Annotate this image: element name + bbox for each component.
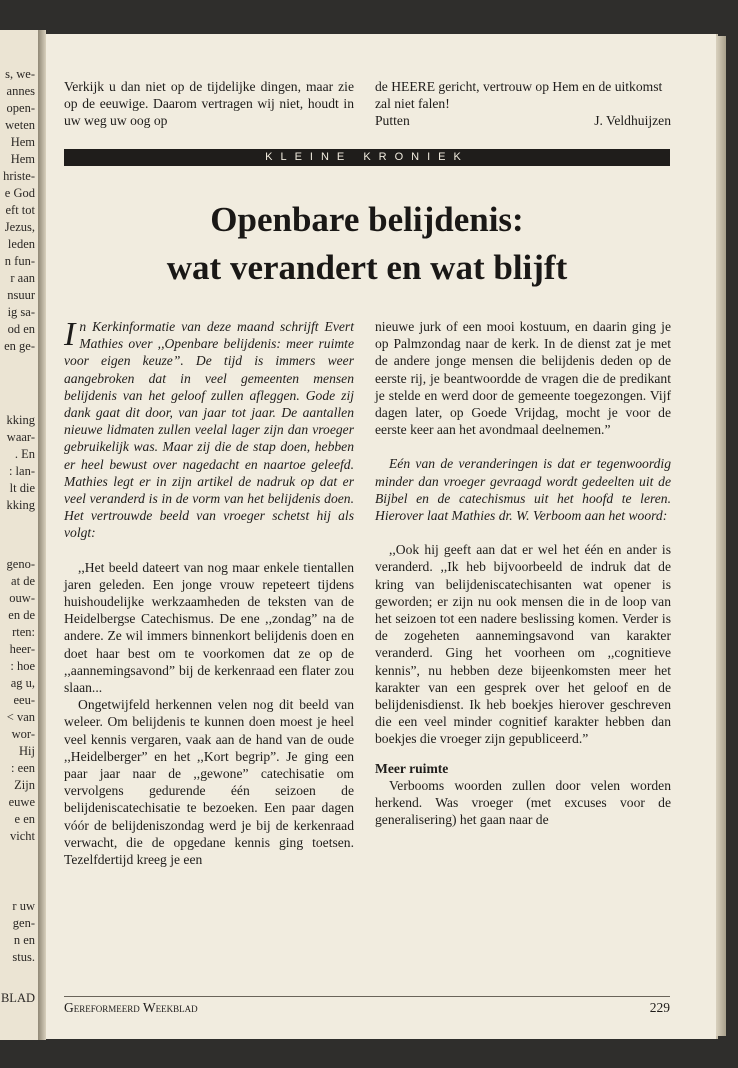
book-gutter [38,30,46,1040]
body-paragraph: Ongetwijfeld herkennen velen nog dit beeld van weleer. Om belijdenis te kunnen doen moest je heel veel kennis vergaren, vaak aan de hand van de oude ,,Heidelberger” en het ,,Kort begrip”. Je ging een paar jaar naar de ,,gewone” catechisatie om vervolgens gedurende één seizoen de belijdeniscatechisatie te bezoeken. Een paar dagen vóór de belijdeniszondag werd je bij de kerkenraad verwacht, die de opgedane kennis ging toetsen. Tezelfdertijd kreeg je een [64,697,354,868]
quote-paragraph: ,,Het beeld dateert van nog maar enkele tientallen jaren geleden. Een jonge vrouw repeteert tijdens huishoudelijke werkzaamheden de teksten van de Heidelbergse Catechismus. De ene ,,zondag” na de andere. Ze wil immers binnenkort belijdenis doen en doet haar best om te voorkomen dat ze op de ,,aannemingsavond” bij de kerkenraad een flater zou slaan... [64,559,354,696]
prev-page-text-fragment: Jezus, [4,220,35,234]
prev-page-text-fragment: en ge- [4,339,35,353]
article-right-column [375,318,671,828]
prev-page-text-fragment: Zijn [14,778,35,792]
prev-page-text-fragment: kking [6,413,35,427]
title-line-2: wat verandert en wat blijft [166,248,568,287]
signature-line [375,112,671,129]
prev-page-text-fragment: eeu- [13,693,35,707]
prev-page-text-fragment: heer- [9,642,35,656]
article-left-column [64,318,354,868]
prev-page-text-fragment: Hem [10,135,35,149]
italic-paragraph: Eén van de veranderingen is dat er tegenwoordig minder dan vroeger gevraagd wordt gedeelten uit de Bijbel en de catechismus uit het hoofd te leren. Hierover laat Mathies dr. W. Verboom aan het woord: [375,456,671,524]
prev-page-text-fragment: gen- [12,916,35,930]
top-left-column [64,78,354,130]
article-title [64,196,670,292]
prev-page-text-fragment: lt die [9,481,35,495]
prev-page-text-fragment: vicht [10,829,35,843]
section-subheading: Meer ruimte [375,760,449,776]
page-footer [64,996,670,1017]
signature-author: J. Veldhuijzen [594,113,671,129]
prev-page-text-fragment: Hij [19,744,35,758]
quote-paragraph: ,,Ook hij geeft aan dat er wel het één en ander is veranderd. ,,Ik heb bijvoorbeeld de indruk dat de kring van belijdeniscatechisanten wat opener is geworden; er zijn nu ook mensen die in de loop van het seizoen tot een nadere beslissing komen. Verder is de zogeheten aannemingsavond van karakter veranderd. Ging het voorheen om ,,cognitieve kennis”, nu hebben deze bijeenkomsten meer het karakter van een gesprek over het geloof en de belijdenisdienst. Ik heb boekjes hierover geschreven die een veel minder cognitief karakter hebben dan boekjes die vroeger zijn gepubliceerd.” [375,542,671,747]
intro-paragraph [64,318,354,542]
section-banner: KLEINE KRONIEK [64,149,670,166]
top-right-column [375,78,671,130]
prev-page-text-fragment: s, we- [5,67,35,81]
prev-page-text-fragment: at de [11,574,35,588]
prev-page-text-fragment: BLAD [0,991,35,1005]
page-edge-shadow [716,36,726,1036]
prev-page-text-fragment: r uw [12,899,35,913]
prev-page-text-fragment: rten: [12,625,35,639]
publication-name: Gereformeerd Weekblad [64,1000,198,1015]
title-line-1: Openbare belijdenis: [210,200,524,239]
prev-page-text-fragment: open- [6,101,35,115]
drop-cap: I [64,316,76,353]
prev-page-text-fragment: n en [13,933,35,947]
prev-page-text-fragment: : hoe [10,659,35,673]
prev-page-text-fragment: < van [6,710,35,724]
top-right-paragraph: de HEERE gericht, vertrouw op Hem en de uitkomst zal niet falen! [375,79,663,112]
top-left-paragraph: Verkijk u dan niet op de tijdelijke dingen, maar zie op de eeuwige. Daarom vertragen wij niet, houdt in uw weg uw oog op [64,79,354,129]
prev-page-text-fragment: : lan- [8,464,35,478]
prev-page-text-fragment: leden [7,237,35,251]
prev-page-text-fragment: ag u, [10,676,35,690]
prev-page-text-fragment: . En [14,447,35,461]
prev-page-text-fragment: nsuur [7,288,35,302]
prev-page-text-fragment: geno- [6,557,35,571]
signature-place: Putten [375,113,410,129]
prev-page-text-fragment: weten [5,118,35,132]
prev-page-text-fragment: ig sa- [7,305,35,319]
prev-page-text-fragment: od en [7,322,35,336]
intro-text: n Kerkinformatie van deze maand schrijft Evert Mathies over ,,Openbare belijdenis: meer ruimte voor eigen keuze”. De tijd is immers weer aangebroken dat in veel gemeenten mensen belijdenis van het geloof zullen afleggen. Gode zij dank gaat dit door, van jaar tot jaar. De aantallen nieuwe lidmaten zullen veelal lager zijn dan vroeger gebruikelijk was. Maar zij die de stap doen, hebben er heel bewust over nagedacht en naartoe geleefd. Mathies legt er in zijn artikel de nadruk op dat er veel veranderd is in de vorm van het belijdenis doen. Het vertrouwde beeld van vroeger schetst hij als volgt: [64,319,354,541]
prev-page-text-fragment: stus. [12,950,35,964]
previous-page-edge [0,30,39,1040]
prev-page-text-fragment: eft tot [5,203,35,217]
page-number: 229 [649,1000,670,1015]
prev-page-text-fragment: Hem [10,152,35,166]
prev-page-text-fragment: wor- [11,727,35,741]
prev-page-text-fragment: e God [4,186,35,200]
prev-page-text-fragment: r aan [10,271,35,285]
prev-page-text-fragment: : een [11,761,35,775]
prev-page-text-fragment: en de [8,608,35,622]
body-paragraph: Verbooms woorden zullen door velen worden herkend. Was vroeger (met excuses voor de generalisering) het gaan naar de [375,777,671,828]
prev-page-text-fragment: euwe [8,795,35,809]
prev-page-text-fragment: hriste- [3,169,35,183]
prev-page-text-fragment: kking [6,498,35,512]
prev-page-text-fragment: annes [6,84,35,98]
prev-page-text-fragment: n fun- [4,254,35,268]
prev-page-text-fragment: ouw- [9,591,35,605]
prev-page-text-fragment: e en [14,812,35,826]
body-paragraph: nieuwe jurk of een mooi kostuum, en daarin ging je op Palmzondag naar de kerk. In de dienst zat je met de andere jonge mensen die belijdenis deden op de eerste rij, je beantwoordde de vragen die de predikant je stelde en werd door de gemeente toegezongen. Vijf dagen later, op Goede Vrijdag, mocht je voor de eerste keer aan het avondmaal deelnemen.” [375,319,671,438]
prev-page-text-fragment: waar- [6,430,35,444]
